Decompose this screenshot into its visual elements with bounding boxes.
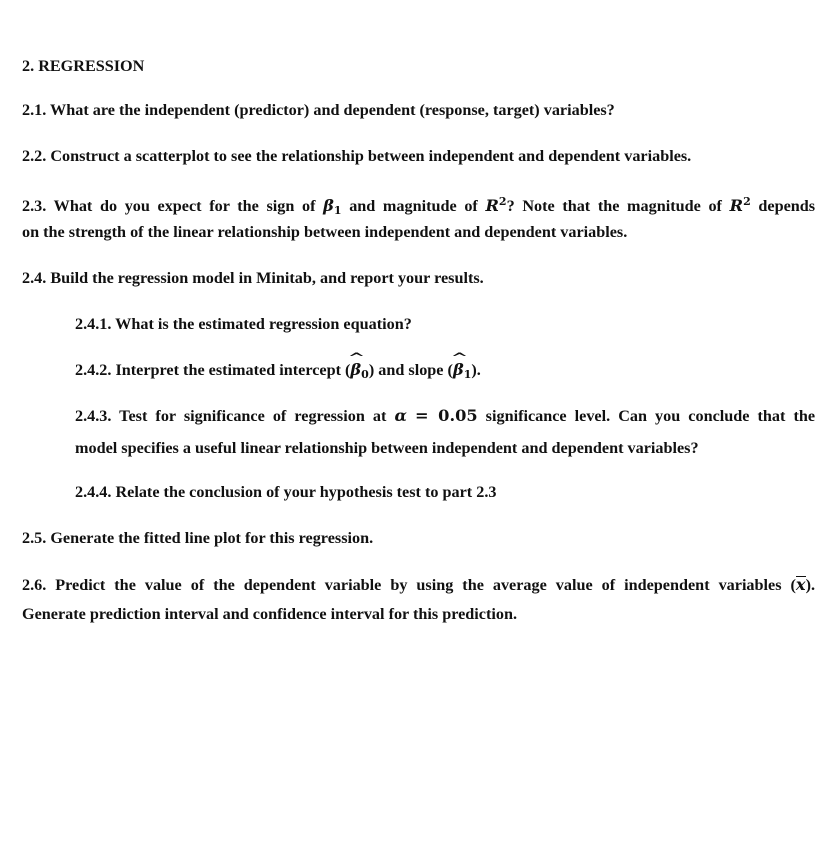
question-2-4: 2.4. Build the regression model in Minitab, and report your results.	[22, 269, 484, 287]
question-2-3-line-2: on the strength of the linear relationship between independent and dependent variables.	[22, 223, 628, 241]
r-squared-symbol: $R^2$	[485, 195, 507, 215]
question-2-4-1: 2.4.1. What is the estimated regression equation?	[75, 315, 412, 333]
question-2-4-3-line-1: 2.4.3. Test for significance of regression at α = 0.05 significance level. Can you conclude that the	[75, 406, 816, 425]
alpha-symbol: α	[394, 406, 407, 425]
question-2-4-3-line-2: model specifies a useful linear relationship between independent and dependent variables?	[75, 439, 699, 457]
beta-one-hat-symbol: ^ $\beta_1$	[453, 360, 471, 379]
question-2-6-line-1: 2.6. Predict the value of the dependent variable by using the average value of independent variables (x).	[22, 575, 815, 594]
alpha-value: = 0.05	[414, 406, 478, 425]
x-bar-symbol: x	[795, 575, 806, 594]
section-heading: 2. REGRESSION	[22, 57, 145, 75]
question-2-3-line-1: 2.3. What do you expect for the sign of $\beta_1$ and magnitude of $R^2$? Note that the magnitude of $R^2$ depends	[22, 195, 816, 217]
question-2-4-2: 2.4.2. Interpret the estimated intercept (^ $\beta_0$) and slope (^ $\beta_1$).	[75, 360, 481, 385]
beta-zero-hat-symbol: ^ $\beta_0$	[350, 360, 368, 379]
question-2-1: 2.1. What are the independent (predictor) and dependent (response, target) variables?	[22, 101, 615, 119]
r-squared-symbol-2: $R^2$	[729, 195, 751, 215]
question-2-6-line-2: Generate prediction interval and confidence interval for this prediction.	[22, 605, 518, 623]
question-2-2: 2.2. Construct a scatterplot to see the relationship between independent and dependent variables.	[22, 147, 692, 165]
question-2-5: 2.5. Generate the fitted line plot for this regression.	[22, 529, 374, 547]
question-2-4-4: 2.4.4. Relate the conclusion of your hypothesis test to part 2.3	[75, 483, 497, 501]
beta-one-symbol: $\beta_1$	[323, 196, 342, 217]
